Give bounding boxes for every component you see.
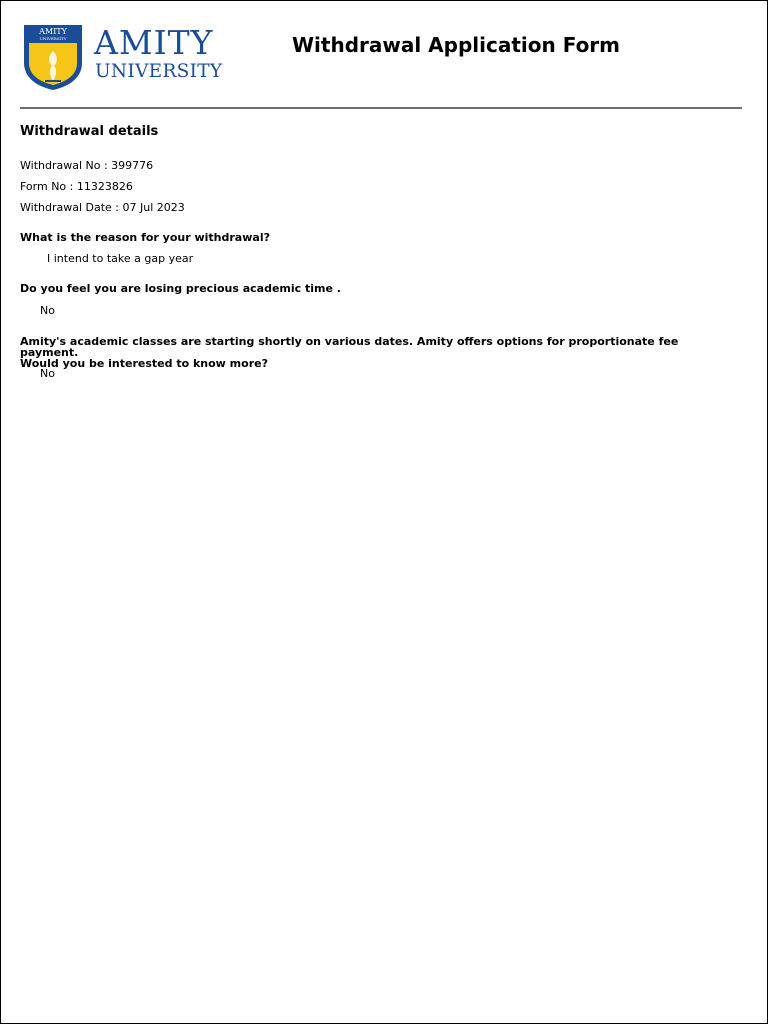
- svg-text:AMITY: AMITY: [39, 27, 67, 36]
- amity-logo: [23, 23, 223, 91]
- page-title: Withdrawal Application Form: [292, 33, 621, 57]
- answer-fee-options: No: [40, 367, 55, 380]
- logo-wordmark: AMITY: [94, 23, 214, 62]
- logo-subtitle: UNIVERSITY: [95, 61, 223, 82]
- question-reason: What is the reason for your withdrawal?: [20, 231, 270, 244]
- question-fee-options: [20, 336, 740, 369]
- form-number: Form No : 11323826: [20, 180, 133, 193]
- question-fee-options-line2: Would you be interested to know more?: [20, 357, 268, 370]
- answer-academic-time: No: [40, 304, 55, 317]
- answer-reason: I intend to take a gap year: [47, 252, 194, 265]
- svg-text:UNIVERSITY: UNIVERSITY: [39, 36, 67, 41]
- section-title: Withdrawal details: [20, 124, 159, 139]
- question-fee-options-line1: Amity's academic classes are starting shortly on various dates. Amity offers options for proportionate fee payment.: [20, 335, 679, 359]
- withdrawal-number: Withdrawal No : 399776: [20, 159, 154, 172]
- header-divider: [20, 107, 742, 109]
- crest-icon: [23, 23, 83, 91]
- question-academic-time: Do you feel you are losing precious academic time .: [20, 282, 341, 295]
- withdrawal-date: Withdrawal Date : 07 Jul 2023: [20, 201, 185, 214]
